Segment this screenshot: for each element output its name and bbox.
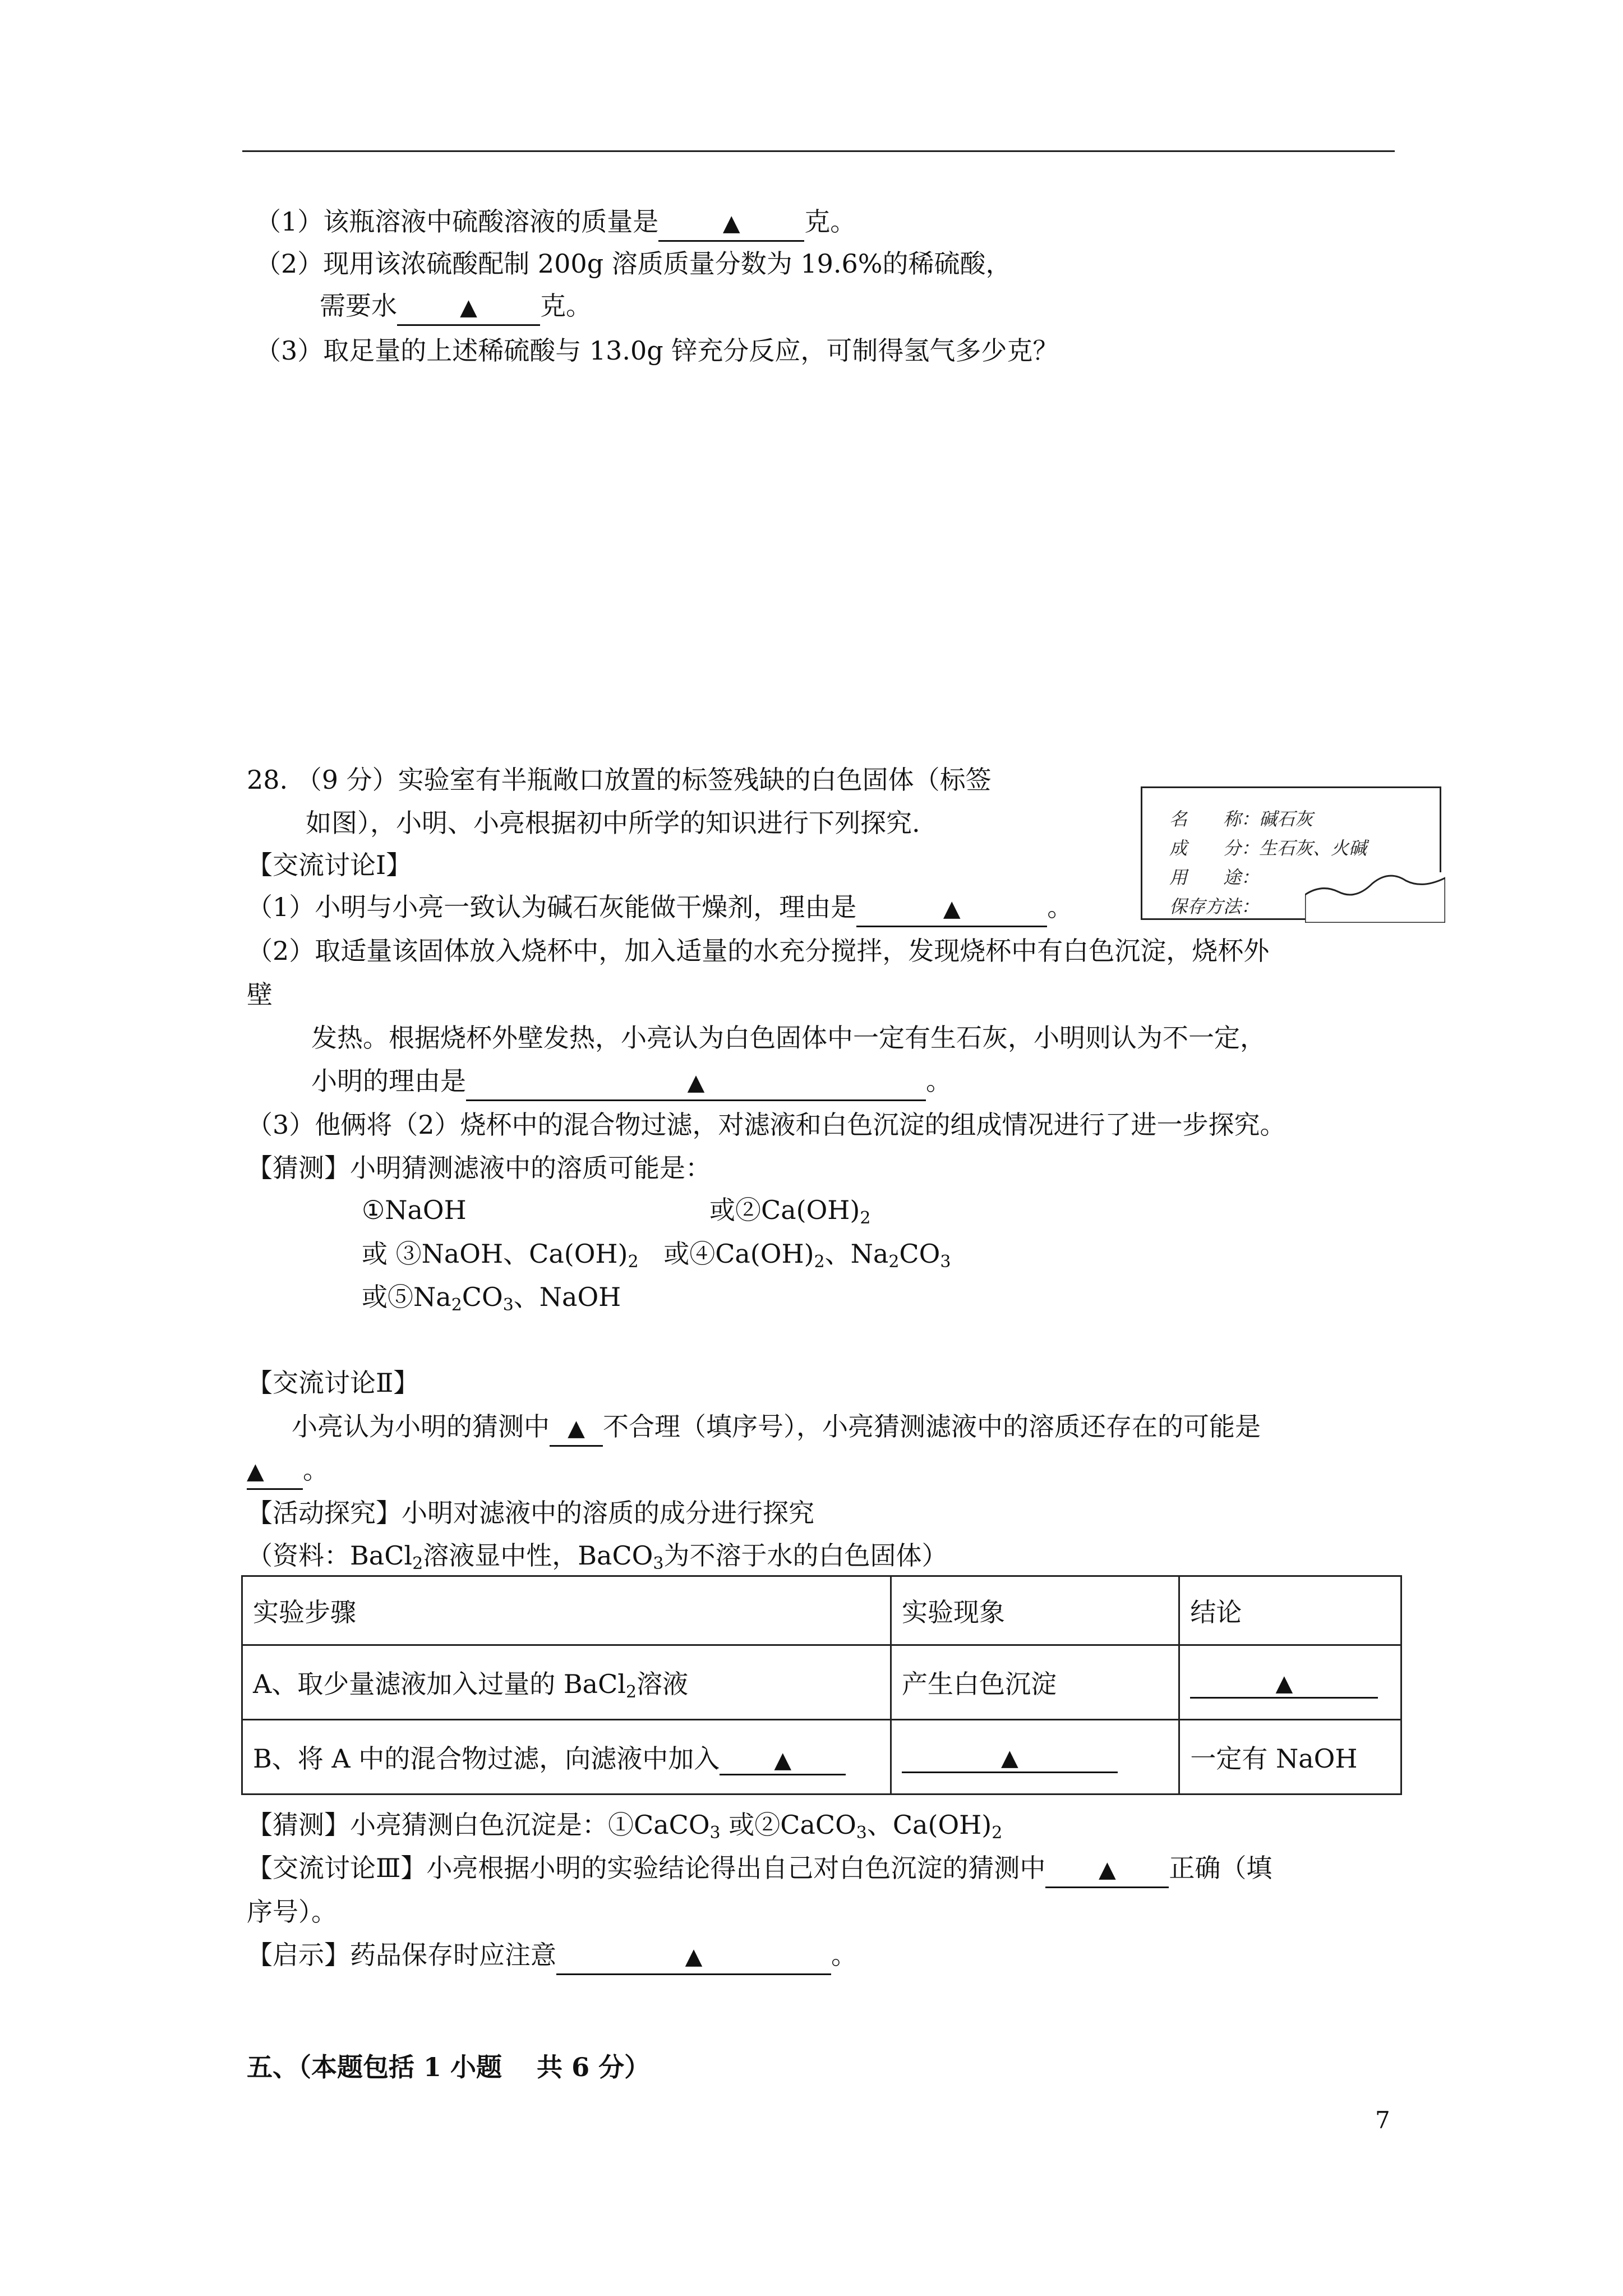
answer-blank[interactable] — [466, 1064, 926, 1101]
triangle-marker: ▲ — [1275, 1670, 1293, 1696]
header-observation: 实验现象 — [891, 1576, 1179, 1645]
answer-blank[interactable] — [556, 1938, 831, 1975]
guess-option-2 — [709, 1193, 870, 1227]
row-a-conclusion — [1179, 1645, 1401, 1720]
subscript: 3 — [856, 1823, 867, 1843]
torn-edge — [1305, 872, 1445, 923]
discussion3-line1 — [247, 1851, 1272, 1888]
subscript: 3 — [653, 1554, 664, 1573]
q27-part1-text: （1）该瓶溶液中硫酸溶液的质量是 — [255, 206, 659, 237]
discussion1-q2-line1: （2）取适量该固体放入烧杯中，加入适量的水充分搅拌，发现烧杯中有白色沉淀，烧杯外 — [247, 936, 1270, 966]
subscript: 2 — [814, 1252, 825, 1272]
subscript: 2 — [412, 1554, 423, 1573]
discussion2-line2 — [247, 1453, 329, 1490]
label-storage: 保存方法： — [1169, 896, 1260, 917]
triangle-marker: ▲ — [247, 1458, 264, 1484]
hint-line — [247, 1938, 857, 1975]
hint-end: 。 — [831, 1940, 857, 1970]
discussion2-text: 小亮认为小明的猜测中 — [292, 1411, 550, 1442]
page-number: 7 — [1375, 2106, 1390, 2134]
answer-blank[interactable] — [247, 1453, 303, 1490]
answer-blank[interactable] — [397, 289, 540, 326]
discussion1-q2-end: 。 — [926, 1066, 952, 1096]
header-conclusion: 结论 — [1179, 1576, 1401, 1645]
discussion1-q2-line3: 发热。根据烧杯外壁发热，小亮认为白色固体中一定有生石灰，小明则认为不一定， — [311, 1023, 1266, 1053]
q27-part2-line1: （2）现用该浓硫酸配制 200g 溶质质量分数为 19.6%的稀硫酸， — [255, 249, 1012, 279]
discussion2-title: 【交流讨论Ⅱ】 — [247, 1368, 419, 1398]
discussion1-q2-line4 — [311, 1064, 952, 1101]
discussion2-end: 。 — [303, 1455, 329, 1485]
answer-blank[interactable] — [720, 1743, 846, 1775]
triangle-marker: ▲ — [685, 1944, 703, 1970]
discussion3-line2: 序号）。 — [247, 1897, 337, 1927]
row-b-step — [242, 1720, 891, 1795]
subscript: 2 — [992, 1823, 1003, 1843]
discussion1-q1-end: 。 — [1047, 892, 1073, 922]
answer-blank[interactable] — [856, 890, 1047, 927]
discussion2-text: 不合理（填序号），小亮猜测滤液中的溶质还存在的可能是 — [603, 1411, 1261, 1442]
guess-option-4-text: 、Na — [824, 1239, 889, 1269]
discussion1-q1 — [247, 890, 1073, 927]
discussion1-q1-text: （1）小明与小亮一致认为碱石灰能做干燥剂，理由是 — [247, 892, 857, 922]
label-use: 用 途： — [1169, 867, 1260, 888]
reference-note-text: （资料：BaCl — [247, 1540, 413, 1571]
q27-part2-text: 需要水 — [320, 291, 397, 321]
header-rule — [242, 150, 1395, 152]
guess2-text: 或②CaCO — [720, 1810, 856, 1840]
q28-intro-line2: 如图），小明、小亮根据初中所学的知识进行下列探究. — [306, 808, 920, 838]
row-a-step-text: A、取少量滤液加入过量的 BaCl — [253, 1669, 626, 1699]
triangle-marker: ▲ — [687, 1070, 705, 1096]
guess-option-5-text: 或⑤Na — [362, 1282, 451, 1312]
guess-option-5-text: 、NaOH — [513, 1282, 621, 1312]
activity-title: 【活动探究】小明对滤液中的溶质的成分进行探究 — [247, 1498, 814, 1528]
triangle-marker: ▲ — [1098, 1857, 1116, 1883]
row-a-step — [242, 1645, 891, 1720]
hint-text: 【启示】药品保存时应注意 — [247, 1940, 556, 1970]
subscript: 2 — [451, 1295, 462, 1315]
discussion1-q2-text: 小明的理由是 — [311, 1066, 466, 1096]
guess1-title: 【猜测】小明猜测滤液中的溶质可能是： — [247, 1153, 711, 1183]
answer-blank[interactable] — [902, 1741, 1118, 1773]
reagent-label-image — [1141, 786, 1441, 920]
answer-blank[interactable] — [550, 1410, 603, 1447]
subscript: 2 — [860, 1208, 871, 1228]
answer-blank[interactable] — [1045, 1851, 1169, 1888]
guess-option-5 — [362, 1280, 621, 1314]
table-row — [242, 1645, 1401, 1720]
subscript: 2 — [628, 1252, 639, 1272]
discussion1-title: 【交流讨论Ⅰ】 — [247, 850, 412, 880]
table-header-row — [242, 1576, 1401, 1645]
discussion1-q3: （3）他俩将（2）烧杯中的混合物过滤，对滤液和白色沉淀的组成情况进行了进一步探究。 — [247, 1110, 1286, 1140]
guess-option-4-text: 或④Ca(OH) — [663, 1239, 814, 1269]
discussion2-line1 — [292, 1410, 1261, 1447]
subscript: 2 — [888, 1252, 900, 1272]
triangle-marker: ▲ — [568, 1415, 585, 1441]
triangle-marker: ▲ — [722, 210, 740, 236]
discussion3-text: 正确（填 — [1169, 1853, 1272, 1883]
triangle-marker: ▲ — [460, 295, 477, 320]
guess-option-4-text: CO — [899, 1239, 940, 1269]
subscript: 3 — [502, 1295, 514, 1315]
q27-part1-unit: 克。 — [804, 206, 856, 237]
table-row — [242, 1720, 1401, 1795]
discussion3-text: 【交流讨论Ⅲ】小亮根据小明的实验结论得出自己对白色沉淀的猜测中 — [247, 1853, 1046, 1883]
guess2-text: 【猜测】小亮猜测白色沉淀是：①CaCO — [247, 1810, 710, 1840]
reference-note-text: 为不溶于水的白色固体） — [663, 1540, 948, 1571]
row-b-observation — [891, 1720, 1179, 1795]
reference-note-text: 溶液显中性，BaCO — [423, 1540, 653, 1571]
subscript: 3 — [940, 1252, 951, 1272]
guess-option-3-4 — [362, 1237, 951, 1271]
experiment-table — [241, 1575, 1402, 1795]
answer-blank[interactable] — [1190, 1667, 1378, 1699]
label-component: 成 分：生石灰、火碱 — [1169, 838, 1367, 859]
guess-option-5-text: CO — [462, 1282, 503, 1312]
reference-note — [247, 1539, 947, 1572]
row-b-conclusion: 一定有 NaOH — [1179, 1720, 1401, 1795]
q27-part2-line2 — [320, 289, 592, 326]
row-a-step-text: 溶液 — [637, 1669, 689, 1699]
answer-blank[interactable] — [658, 205, 804, 242]
guess2-text: 、Ca(OH) — [866, 1810, 992, 1840]
guess-option-3-text: 或 ③NaOH、Ca(OH) — [362, 1239, 628, 1269]
section-five-heading: 五、（本题包括 1 小题 共 6 分） — [247, 2052, 651, 2082]
header-step: 实验步骤 — [242, 1576, 891, 1645]
q27-part1 — [255, 205, 856, 242]
q27-part3: （3）取足量的上述稀硫酸与 13.0g 锌充分反应，可制得氢气多少克？ — [255, 335, 1059, 366]
label-name: 名 称：碱石灰 — [1169, 808, 1313, 830]
discussion1-q2-line2: 壁 — [247, 979, 273, 1010]
row-a-observation: 产生白色沉淀 — [891, 1645, 1179, 1720]
guess-option-2-text: 或②Ca(OH) — [709, 1195, 860, 1225]
triangle-marker: ▲ — [774, 1747, 792, 1773]
q28-intro-line1: 28. （9 分）实验室有半瓶敞口放置的标签残缺的白色固体（标签 — [247, 765, 992, 795]
row-b-step-text: B、将 A 中的混合物过滤，向滤液中加入 — [253, 1743, 720, 1774]
guess-option-1: ①NaOH — [362, 1195, 467, 1225]
guess2 — [247, 1808, 1002, 1842]
triangle-marker: ▲ — [1001, 1745, 1018, 1771]
q27-part2-unit: 克。 — [540, 291, 592, 321]
subscript: 2 — [625, 1682, 637, 1702]
triangle-marker: ▲ — [943, 896, 961, 922]
subscript: 3 — [709, 1823, 721, 1843]
